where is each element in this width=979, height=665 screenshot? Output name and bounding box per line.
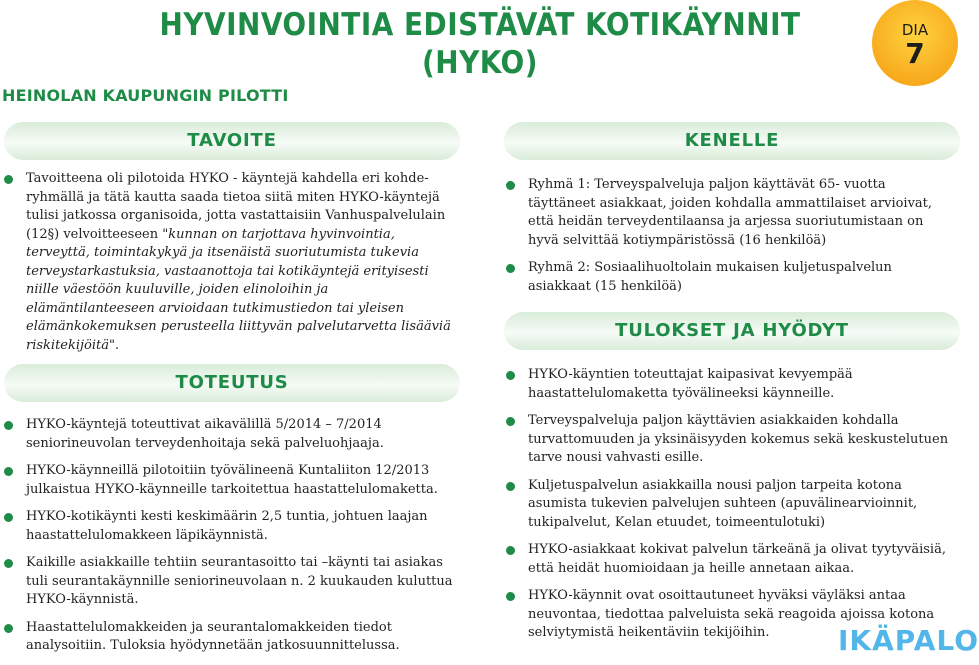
slide-label: DIA	[901, 21, 929, 39]
bullet-dot-icon	[4, 513, 13, 522]
tulokset-item-text: Kuljetuspalvelun asiakkailla nousi paljon tarpeita kotona asumista tukevien palvelujen suhteen (apuvälinearvioinnit, tukipalvelut, Kelan etuudet, toimeentulotuki)	[528, 477, 918, 530]
tulokset-section	[506, 366, 954, 652]
kenelle-item-text: Ryhmä 2: Sosiaalihuoltolain mukaisen kuljetuspalvelun asiakkaat (15 henkilöä)	[528, 260, 892, 294]
toteutus-section	[4, 416, 454, 665]
toteutus-item-text: Kaikille asiakkaille tehtiin seurantasoitto tai –käynti tai asiakas tuli seurantakäynnille seniorineuvolaan n. 2 kuukauden kuluttua HYKO-käynnistä.	[26, 555, 453, 607]
bullet-dot-icon	[4, 467, 13, 476]
bullet-dot-icon	[4, 175, 13, 184]
bullet-dot-icon	[506, 417, 515, 426]
toteutus-item	[4, 619, 454, 656]
toteutus-item-text: HYKO-kotikäynti kesti keskimäärin 2,5 tuntia, johtuen laajan haastattelulomakkeen läpikäynnistä.	[26, 509, 428, 543]
bullet-dot-icon	[4, 624, 13, 633]
toteutus-item	[4, 554, 454, 610]
bullet-dot-icon	[506, 592, 515, 601]
toteutus-item	[4, 462, 454, 499]
toteutus-heading-bar	[4, 364, 460, 402]
toteutus-item	[4, 508, 454, 545]
ikapalo-logo: IKÄPALO	[838, 624, 979, 657]
tulokset-heading: TULOKSET JA HYÖDYT	[615, 320, 849, 341]
tavoite-item	[4, 170, 454, 355]
kenelle-item	[506, 259, 954, 296]
toteutus-item-text: HYKO-käynneillä pilotoitiin työvälineenä Kuntaliiton 12/2013 julkaistua HYKO-käynneille tarkoitettua haastattelulomaketta.	[26, 463, 438, 497]
tavoite-text-normal: Tavoitteena oli pilotoida HYKO - käyntejä kahdella eri kohde-ryhmällä ja tätä kautta saada tietoa siitä miten HYKO-käyntejä tulisi jatkossa organisoida, jotta vastattaisiin Vanhuspalvelulain (12§) velvoitteeseen	[26, 171, 446, 242]
bullet-dot-icon	[4, 421, 13, 430]
tavoite-text	[26, 171, 451, 353]
kenelle-heading-bar	[504, 122, 960, 160]
tavoite-heading-bar	[4, 122, 460, 160]
tavoite-quote: "kunnan on tarjottava hyvinvointia, terveyttä, toimintakykyä ja itsenäistä suoriutumista tukevia terveystarkastuksia, vastaanottoja tai kotikäyntejä erityisesti niille väestöön kuuluville, joiden elinoloihin ja elämäntilanteeseen arvioidaan tutkimustiedon tai yleisen elämänkokemuksen perusteella liittyvän palvelutarvetta lisääviä riskitekijöitä".	[26, 226, 451, 353]
tulokset-item	[506, 366, 954, 403]
kenelle-item-text: Ryhmä 1: Terveyspalveluja paljon käyttävät 65- vuotta täyttäneet asiakkaat, joiden kohdalla ammattilaiset arvioivat, että heidän terveydentilaansa ja arjessa suoriutumistaan on hyvä selvittää kotiympäristössä (16 henkilöä)	[528, 177, 933, 248]
tulokset-item-text: HYKO-asiakkaat kokivat palvelun tärkeänä ja olivat tyytyväisiä, että heidät huomioidaan ja heille annetaan aikaa.	[528, 542, 946, 576]
page-title	[150, 6, 810, 82]
tulokset-item-text: Terveyspalveluja paljon käyttävien asiakkaiden kohdalla turvattomuuden ja yksinäisyyden kokemus sekä keskustelutuen tarve nousi vahvasti esille.	[528, 413, 949, 465]
bullet-dot-icon	[506, 264, 515, 273]
toteutus-item	[4, 416, 454, 453]
toteutus-heading: TOTEUTUS	[175, 372, 289, 393]
slide-number: 7	[905, 37, 925, 70]
tulokset-item-text: HYKO-käyntien toteuttajat kaipasivat kevyempää haastattelulomaketta työvälineeksi käynneille.	[528, 367, 853, 401]
bullet-dot-icon	[506, 482, 515, 491]
tulokset-item	[506, 541, 954, 578]
tavoite-heading: TAVOITE	[187, 130, 277, 151]
pilot-subtitle: HEINOLAN KAUPUNGIN PILOTTI	[2, 86, 289, 105]
toteutus-item-text: HYKO-käyntejä toteuttivat aikavälillä 5/2014 – 7/2014 seniorineuvolan terveydenhoitaja sekä palveluohjaaja.	[26, 417, 384, 451]
bullet-dot-icon	[506, 546, 515, 555]
kenelle-heading: KENELLE	[684, 130, 780, 151]
tulokset-item	[506, 477, 954, 533]
tulokset-item-text: HYKO-käynnit ovat osoittautuneet hyväksi väyläksi antaa neuvontaa, tiedottaa palveluista sekä reagoida ajoissa kotona selviytymistä heikentäviin tekijöihin.	[528, 588, 935, 640]
bullet-dot-icon	[4, 559, 13, 568]
tavoite-section	[4, 170, 454, 364]
tulokset-heading-bar	[504, 312, 960, 350]
page-title-line1: HYVINVOINTIA EDISTÄVÄT KOTIKÄYNNIT	[159, 7, 801, 43]
tulokset-item	[506, 412, 954, 468]
slide-number-badge	[872, 0, 958, 86]
kenelle-section	[506, 176, 954, 305]
kenelle-item	[506, 176, 954, 250]
bullet-dot-icon	[506, 371, 515, 380]
page-title-line2: (HYKO)	[422, 45, 538, 81]
toteutus-item-text: Haastattelulomakkeiden ja seurantalomakkeiden tiedot analysoitiin. Tuloksia hyödynnetään jatkosuunnittelussa.	[26, 619, 400, 653]
bullet-dot-icon	[506, 181, 515, 190]
